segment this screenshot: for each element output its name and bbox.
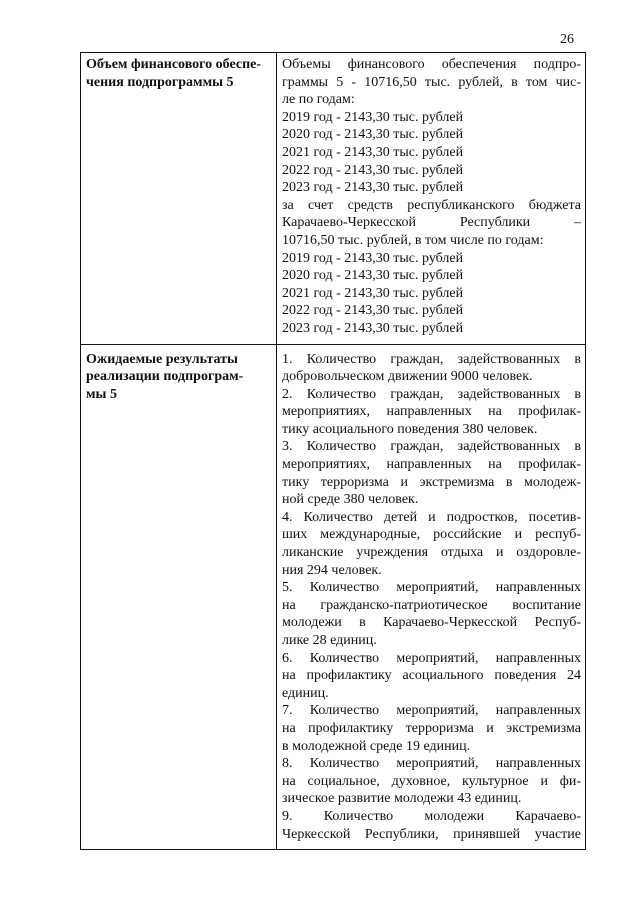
content-line: лике 28 единиц.	[282, 633, 377, 648]
table-row-results	[81, 344, 586, 850]
content-line: тику терроризма и экстремизма в молодеж-	[282, 474, 581, 490]
content-line: 1. Количество граждан, задействованных в	[282, 351, 581, 367]
content-line: 9. Количество молодежи Карачаево-	[282, 808, 581, 824]
content-line: 2020 год - 2143,30 тыс. рублей	[282, 268, 464, 284]
content-line: 10716,50 тыс. рублей, в том числе по годам:	[282, 232, 544, 248]
content-line: 6. Количество мероприятий, направленных	[282, 650, 581, 666]
label-line: мы 5	[86, 386, 117, 402]
content-line: на социальное, духовное, культурное и фи-	[282, 773, 581, 789]
content-line: 7. Количество мероприятий, направленных	[282, 703, 581, 719]
content-line: 2022 год - 2143,30 тыс. рублей	[282, 162, 464, 178]
content-line: Черкесской Республики, принявшей участие	[282, 826, 581, 842]
content-line: за счет средств республиканского бюджета	[282, 197, 581, 213]
content-line: Карачаево-Черкесской Республики –	[282, 215, 581, 231]
page-number: 26	[560, 32, 574, 47]
label-line: Объем финансового обеспе-	[86, 57, 262, 72]
content-line: граммы 5 - 10716,50 тыс. рублей, в том чис-	[282, 74, 581, 90]
passport-table	[80, 52, 586, 850]
funding-content	[277, 53, 586, 345]
content-line: мероприятиях, направленных на профилак-	[282, 404, 581, 420]
content-line: единиц.	[282, 685, 329, 701]
content-line: 5. Количество мероприятий, направленных	[282, 580, 581, 596]
content-line: ликанские учреждения отдыха и оздоровле-	[282, 545, 581, 561]
content-line: на гражданско-патриотическое воспитание	[282, 597, 581, 613]
content-line: на профилактику асоциального поведения 24	[282, 668, 581, 684]
content-line: мероприятиях, направленных на профилак-	[282, 457, 581, 473]
table-row-funding	[81, 53, 586, 345]
content-line: ной среде 380 человек.	[282, 492, 419, 508]
content-line: 3. Количество граждан, задействованных в	[282, 439, 581, 455]
content-line: 8. Количество мероприятий, направленных	[282, 756, 581, 772]
content-line: 2021 год - 2143,30 тыс. рублей	[282, 285, 464, 301]
content-line: 2019 год - 2143,30 тыс. рублей	[282, 109, 464, 125]
content-line: зическое развитие молодежи 43 единиц.	[282, 791, 522, 807]
funding-label	[81, 53, 277, 345]
content-line: добровольческом движении 9000 человек.	[282, 369, 533, 385]
content-line: 2. Количество граждан, задействованных в	[282, 386, 581, 402]
content-line: ле по годам:	[282, 92, 355, 108]
content-line: ния 294 человек.	[282, 562, 382, 578]
results-label	[81, 344, 277, 850]
content-line: 2019 год - 2143,30 тыс. рублей	[282, 250, 464, 266]
content-line: 2023 год - 2143,30 тыс. рублей	[282, 320, 464, 336]
content-line: Объемы финансового обеспечения подпро-	[282, 57, 581, 72]
content-line: 2022 год - 2143,30 тыс. рублей	[282, 303, 464, 319]
label-line: реализации подпрограм-	[86, 369, 244, 385]
content-line: молодежи в Карачаево-Черкесской Респуб-	[282, 615, 581, 631]
content-line: в молодежной среде 19 единиц.	[282, 738, 471, 754]
content-line: 2023 год - 2143,30 тыс. рублей	[282, 180, 464, 196]
content-line: 2020 год - 2143,30 тыс. рублей	[282, 127, 464, 143]
content-line: ших международные, российские и респуб-	[282, 527, 581, 543]
content-line: 2021 год - 2143,30 тыс. рублей	[282, 144, 464, 160]
label-line: чения подпрограммы 5	[86, 74, 234, 90]
content-line: тику асоциального поведения 380 человек.	[282, 421, 538, 437]
results-content	[277, 344, 586, 850]
content-line: 4. Количество детей и подростков, посетив-	[282, 509, 581, 525]
label-line: Ожидаемые результаты	[86, 351, 238, 367]
content-line: на профилактику терроризма и экстремизма	[282, 720, 581, 736]
